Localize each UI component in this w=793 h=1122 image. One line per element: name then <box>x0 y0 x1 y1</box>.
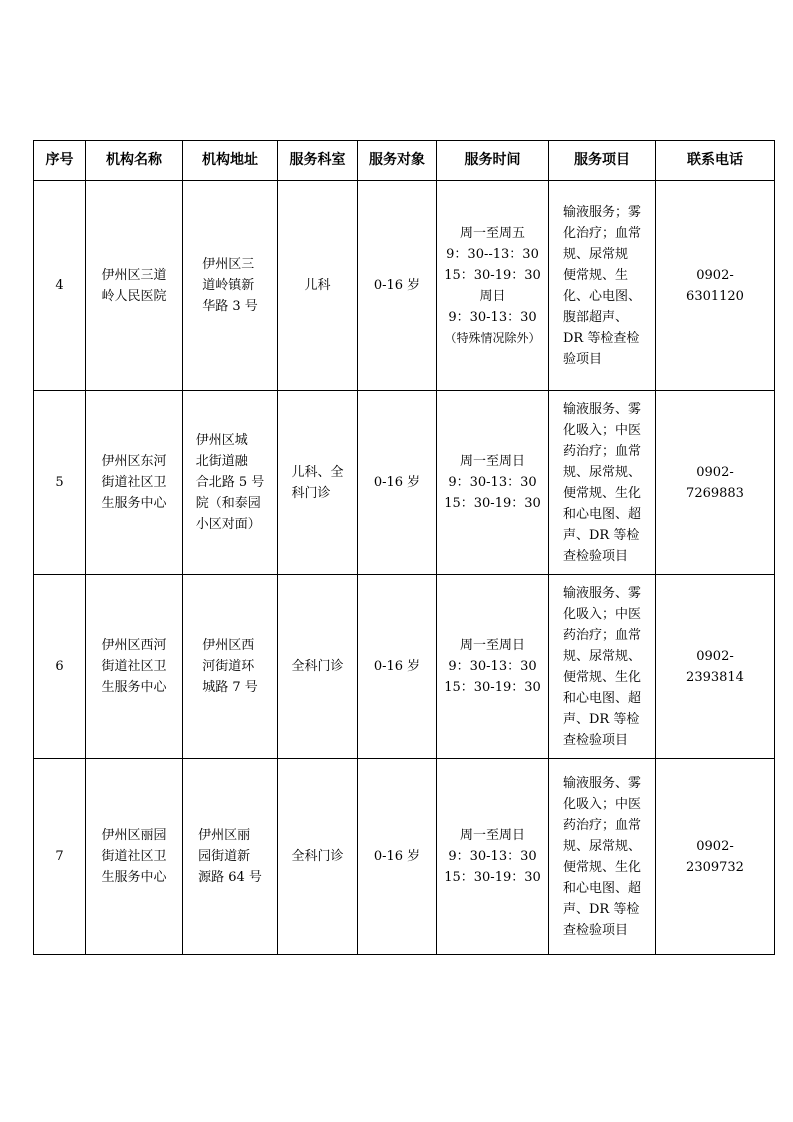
header-no: 序号 <box>34 141 86 181</box>
header-row <box>34 141 775 181</box>
service-target: 0-16 岁 <box>358 759 437 955</box>
header-items: 服务项目 <box>549 141 656 181</box>
institution-name: 伊州区丽园 街道社区卫 生服务中心 <box>86 759 183 955</box>
institution-address: 伊州区丽 园街道新 源路 64 号 <box>183 759 278 955</box>
service-items: 输液服务、雾 化吸入；中医 药治疗；血常 规、尿常规、 便常规、生化 和心电图、超 声、DR 等检 查检验项目 <box>549 575 656 759</box>
service-dept: 儿科 <box>278 181 358 391</box>
table-row <box>34 575 775 759</box>
service-time: 周一至周日 9：30-13：30 15：30-19：30 <box>437 575 549 759</box>
contact-phone: 0902- 7269883 <box>656 391 775 575</box>
service-items: 输液服务；雾 化治疗；血常 规、尿常规 便常规、生 化、心电图、 腹部超声、 DR 等检查检 验项目 <box>549 181 656 391</box>
table-row <box>34 181 775 391</box>
service-target: 0-16 岁 <box>358 575 437 759</box>
institution-address: 伊州区西 河街道环 城路 7 号 <box>183 575 278 759</box>
institution-name: 伊州区西河 街道社区卫 生服务中心 <box>86 575 183 759</box>
institution-address: 伊州区三 道岭镇新 华路 3 号 <box>183 181 278 391</box>
service-time: 周一至周日 9：30-13：30 15：30-19：30 <box>437 759 549 955</box>
service-dept: 儿科、全 科门诊 <box>278 391 358 575</box>
service-time: 周一至周五 9：30--13：30 15：30-19：30 周日 9：30-13：30 （特殊情况除外） <box>437 181 549 391</box>
row-no: 6 <box>34 575 86 759</box>
service-target: 0-16 岁 <box>358 181 437 391</box>
table-row <box>34 759 775 955</box>
contact-phone: 0902- 6301120 <box>656 181 775 391</box>
service-dept: 全科门诊 <box>278 759 358 955</box>
row-no: 4 <box>34 181 86 391</box>
contact-phone: 0902- 2309732 <box>656 759 775 955</box>
institution-name: 伊州区三道 岭人民医院 <box>86 181 183 391</box>
service-target: 0-16 岁 <box>358 391 437 575</box>
row-no: 7 <box>34 759 86 955</box>
service-time: 周一至周日 9：30-13：30 15：30-19：30 <box>437 391 549 575</box>
row-no: 5 <box>34 391 86 575</box>
institution-address: 伊州区城 北街道融 合北路 5 号 院（和泰园 小区对面） <box>183 391 278 575</box>
header-address: 机构地址 <box>183 141 278 181</box>
service-items: 输液服务、雾 化吸入；中医 药治疗；血常 规、尿常规、 便常规、生化 和心电图、超 声、DR 等检 查检验项目 <box>549 759 656 955</box>
contact-phone: 0902- 2393814 <box>656 575 775 759</box>
service-dept: 全科门诊 <box>278 575 358 759</box>
header-phone: 联系电话 <box>656 141 775 181</box>
header-dept: 服务科室 <box>278 141 358 181</box>
service-items: 输液服务、雾 化吸入；中医 药治疗；血常 规、尿常规、 便常规、生化 和心电图、超 声、DR 等检 查检验项目 <box>549 391 656 575</box>
service-table <box>33 140 775 955</box>
header-name: 机构名称 <box>86 141 183 181</box>
header-time: 服务时间 <box>437 141 549 181</box>
institution-name: 伊州区东河 街道社区卫 生服务中心 <box>86 391 183 575</box>
header-target: 服务对象 <box>358 141 437 181</box>
table-row <box>34 391 775 575</box>
